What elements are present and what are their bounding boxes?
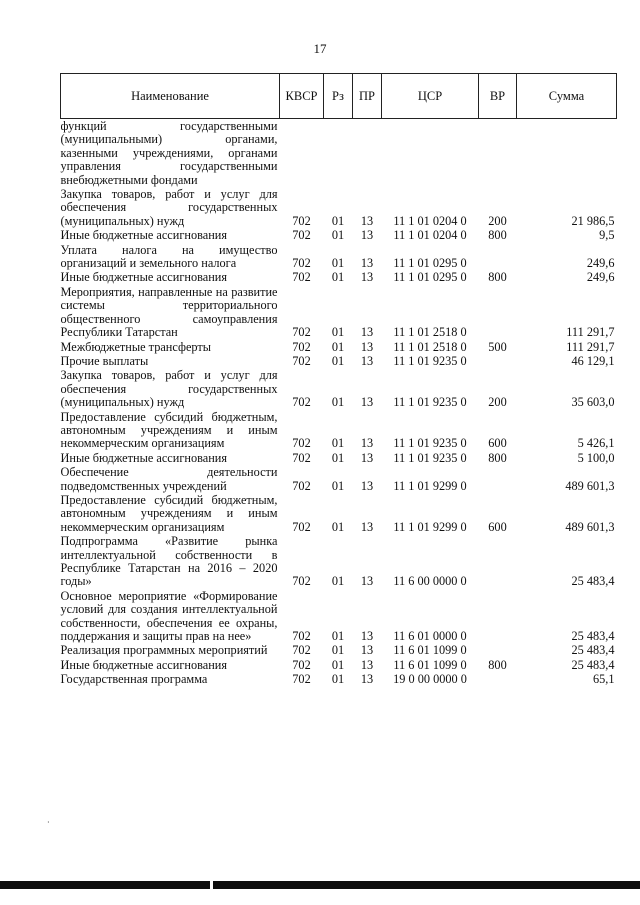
cell-kvsr: 702 — [292, 478, 311, 493]
header-kvsr: КВСР — [280, 74, 324, 119]
cell-name: Прочие выплаты — [60, 353, 149, 368]
cell-pr: 13 — [360, 270, 374, 285]
cell-pr: 13 — [360, 213, 374, 228]
cell-csr: 11 1 01 0295 0 — [393, 270, 467, 285]
cell-name: Основное мероприятие «Формирование условий для создания интеллектуальной собственности, обеспечения ее охраны, поддержания и защиты прав на нее» — [60, 588, 278, 644]
cell-rz — [324, 119, 353, 189]
table-row — [61, 229, 617, 243]
cell-kvsr: 702 — [292, 339, 311, 354]
cell-kvsr: 702 — [292, 657, 311, 672]
cell-kvsr: 702 — [292, 325, 311, 340]
cell-rz: 01 — [331, 270, 345, 285]
cell-sum — [517, 119, 617, 189]
table-row — [61, 188, 617, 229]
cell-vr: 800 — [488, 270, 507, 285]
cell-rz: 01 — [331, 228, 345, 243]
cell-sum: 489 601,3 — [565, 519, 615, 534]
cell-csr: 11 1 01 9235 0 — [393, 450, 467, 465]
cell-sum: 25 483,4 — [571, 574, 615, 589]
cell-name: Предоставление субсидий бюджетным, автономным учреждениям и иным некоммерческим организациям — [60, 409, 278, 451]
budget-table — [60, 73, 617, 688]
cell-name: функций государственными (муниципальными) органами, казенными учреждениями, органами управления государственными внебюджетными фондами — [60, 119, 278, 187]
table-row — [61, 466, 617, 494]
table-row — [61, 644, 617, 658]
cell-csr: 11 1 01 9235 0 — [393, 353, 467, 368]
cell-pr: 13 — [360, 353, 374, 368]
cell-csr: 11 6 01 1099 0 — [393, 643, 467, 658]
cell-pr: 13 — [360, 256, 374, 271]
cell-kvsr: 702 — [292, 353, 311, 368]
cell-rz: 01 — [331, 395, 345, 410]
cell-pr — [353, 119, 382, 189]
cell-sum: 249,6 — [586, 270, 615, 285]
cell-name: Межбюджетные трансферты — [60, 339, 212, 354]
cell-kvsr: 702 — [292, 213, 311, 228]
cell-vr — [479, 355, 517, 369]
table-body — [61, 119, 617, 688]
header-name: Наименование — [61, 74, 280, 119]
cell-vr: 500 — [488, 339, 507, 354]
cell-csr: 11 1 01 9299 0 — [393, 519, 467, 534]
cell-sum: 35 603,0 — [571, 395, 615, 410]
cell-rz: 01 — [331, 657, 345, 672]
cell-sum: 65,1 — [592, 672, 615, 687]
table-row — [61, 355, 617, 369]
cell-vr: 800 — [488, 228, 507, 243]
cell-csr: 11 6 01 1099 0 — [393, 657, 467, 672]
cell-pr: 13 — [360, 629, 374, 644]
cell-vr: 600 — [488, 519, 507, 534]
cell-csr: 11 6 00 0000 0 — [393, 574, 467, 589]
margin-mark: · — [47, 818, 50, 827]
cell-sum: 25 483,4 — [571, 643, 615, 658]
cell-sum: 249,6 — [586, 256, 615, 271]
table-row — [61, 452, 617, 466]
table-row — [61, 341, 617, 355]
cell-rz: 01 — [331, 478, 345, 493]
cell-sum: 25 483,4 — [571, 629, 615, 644]
page-number: 17 — [313, 41, 327, 56]
cell-pr: 13 — [360, 395, 374, 410]
table-row — [61, 673, 617, 687]
cell-kvsr: 702 — [292, 629, 311, 644]
table-row — [61, 271, 617, 285]
cell-rz: 01 — [331, 213, 345, 228]
cell-name: Реализация программных мероприятий — [60, 643, 268, 658]
cell-sum: 25 483,4 — [571, 657, 615, 672]
cell-name: Государственная программа — [60, 672, 208, 687]
cell-csr: 11 1 01 0204 0 — [393, 213, 467, 228]
cell-name: Уплата налога на имущество организаций и земельного налога — [60, 242, 278, 271]
cell-csr: 11 1 01 0295 0 — [393, 256, 467, 271]
table-row — [61, 286, 617, 341]
table-row — [61, 369, 617, 410]
cell-name: Иные бюджетные ассигнования — [60, 450, 228, 465]
cell-rz: 01 — [331, 325, 345, 340]
cell-sum: 111 291,7 — [566, 339, 615, 354]
table-row — [61, 244, 617, 272]
cell-kvsr: 702 — [292, 228, 311, 243]
cell-kvsr: 702 — [292, 574, 311, 589]
cell-rz: 01 — [331, 519, 345, 534]
cell-kvsr — [280, 119, 324, 189]
cell-name: Подпрограмма «Развитие рынка интеллектуальной собственности в Республике Татарстан на 2016 – 2020 годы» — [60, 534, 278, 589]
scan-edge-band — [0, 881, 640, 889]
cell-name: Предоставление субсидий бюджетным, автономным учреждениям и иным некоммерческим организациям — [60, 492, 278, 534]
cell-vr — [479, 673, 517, 687]
cell-name: Мероприятия, направленные на развитие системы территориального общественного самоуправления Республики Татарстан — [60, 284, 278, 340]
header-rz: Рз — [324, 74, 353, 119]
cell-sum: 9,5 — [599, 228, 615, 243]
cell-pr: 13 — [360, 574, 374, 589]
cell-csr: 11 6 01 0000 0 — [393, 629, 467, 644]
cell-name: Иные бюджетные ассигнования — [60, 657, 228, 672]
cell-csr: 11 1 01 9235 0 — [393, 436, 467, 451]
cell-name: Иные бюджетные ассигнования — [60, 228, 228, 243]
cell-sum: 111 291,7 — [566, 325, 615, 340]
cell-pr: 13 — [360, 643, 374, 658]
cell-vr — [479, 466, 517, 494]
cell-pr: 13 — [360, 450, 374, 465]
cell-pr: 13 — [360, 478, 374, 493]
cell-csr: 11 1 01 0204 0 — [393, 228, 467, 243]
cell-rz: 01 — [331, 436, 345, 451]
cell-csr: 11 1 01 9235 0 — [393, 395, 467, 410]
table-row — [61, 535, 617, 590]
cell-rz: 01 — [331, 629, 345, 644]
cell-kvsr: 702 — [292, 519, 311, 534]
table-row — [61, 590, 617, 645]
cell-name: Иные бюджетные ассигнования — [60, 270, 228, 285]
table-row — [61, 494, 617, 535]
header-pr: ПР — [353, 74, 382, 119]
cell-pr: 13 — [360, 657, 374, 672]
cell-kvsr: 702 — [292, 643, 311, 658]
cell-csr: 11 1 01 2518 0 — [393, 325, 467, 340]
header-csr: ЦСР — [382, 74, 479, 119]
cell-kvsr: 702 — [292, 436, 311, 451]
cell-pr: 13 — [360, 325, 374, 340]
cell-pr: 13 — [360, 436, 374, 451]
cell-rz: 01 — [331, 256, 345, 271]
cell-sum: 5 100,0 — [577, 450, 615, 465]
cell-pr: 13 — [360, 228, 374, 243]
cell-vr: 600 — [488, 436, 507, 451]
cell-vr — [479, 286, 517, 341]
cell-kvsr: 702 — [292, 395, 311, 410]
cell-csr: 19 0 00 0000 0 — [393, 672, 467, 687]
header-sum: Сумма — [517, 74, 617, 119]
cell-vr: 200 — [488, 395, 507, 410]
cell-rz: 01 — [331, 574, 345, 589]
cell-vr — [479, 644, 517, 658]
cell-name: Обеспечение деятельности подведомственных учреждений — [60, 465, 278, 493]
cell-rz: 01 — [331, 353, 345, 368]
cell-kvsr: 702 — [292, 270, 311, 285]
cell-sum: 46 129,1 — [571, 353, 615, 368]
cell-vr: 800 — [488, 450, 507, 465]
cell-sum: 5 426,1 — [577, 436, 615, 451]
cell-rz: 01 — [331, 643, 345, 658]
cell-vr — [479, 119, 517, 189]
cell-csr: 11 1 01 2518 0 — [393, 339, 467, 354]
table-row — [61, 411, 617, 452]
cell-sum: 21 986,5 — [571, 213, 615, 228]
cell-csr: 11 1 01 9299 0 — [393, 478, 467, 493]
cell-csr — [382, 119, 479, 189]
table-header-row — [61, 74, 617, 119]
cell-name: Закупка товаров, работ и услуг для обеспечения государственных (муниципальных) нужд — [60, 187, 278, 228]
cell-kvsr: 702 — [292, 450, 311, 465]
cell-vr: 800 — [488, 657, 507, 672]
cell-vr: 200 — [488, 213, 507, 228]
cell-sum: 489 601,3 — [565, 478, 615, 493]
cell-vr — [479, 590, 517, 645]
table-row — [61, 119, 617, 189]
scan-edge-gap — [210, 881, 213, 889]
cell-name: Закупка товаров, работ и услуг для обеспечения государственных (муниципальных) нужд — [60, 368, 278, 410]
cell-pr: 13 — [360, 339, 374, 354]
cell-rz: 01 — [331, 450, 345, 465]
cell-kvsr: 702 — [292, 672, 311, 687]
header-vr: ВР — [479, 74, 517, 119]
cell-vr — [479, 244, 517, 272]
cell-kvsr: 702 — [292, 256, 311, 271]
cell-rz: 01 — [331, 672, 345, 687]
table-row — [61, 659, 617, 673]
cell-rz: 01 — [331, 339, 345, 354]
cell-pr: 13 — [360, 519, 374, 534]
cell-pr: 13 — [360, 672, 374, 687]
cell-vr — [479, 535, 517, 590]
